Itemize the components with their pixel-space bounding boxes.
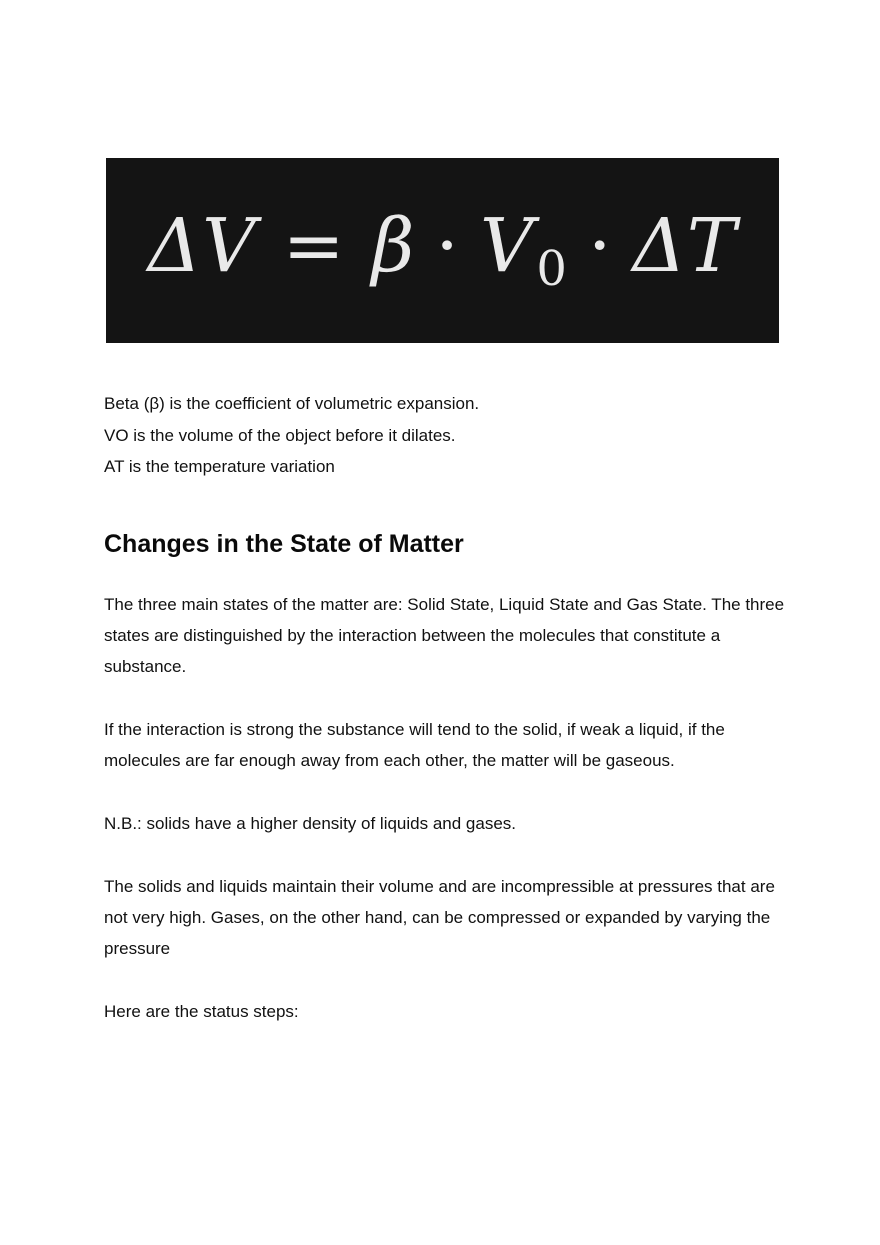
formula-definitions: [104, 388, 479, 483]
section-heading: Changes in the State of Matter: [104, 530, 464, 558]
definition-delta-t: AT is the temperature variation: [104, 457, 335, 476]
section-body: [104, 589, 794, 1059]
formula-image: [106, 158, 779, 343]
definition-beta: Beta (β) is the coefficient of volumetric expansion.: [104, 394, 480, 413]
v-subscript: 0: [536, 240, 568, 297]
volumetric-expansion-formula: [147, 202, 738, 297]
paragraph-interaction: If the interaction is strong the substance will tend to the solid, if weak a liquid, if the molecules are far enough away from each other, the matter will be gaseous.: [104, 720, 725, 771]
multiply-dot-2: ·: [587, 202, 613, 289]
v-symbol: V: [479, 202, 535, 289]
beta-symbol: β: [371, 202, 416, 289]
paragraph-compressibility: The solids and liquids maintain their volume and are incompressible at pressures that are not very high. Gases, on the other hand, can be compressed or expanded by varying the pressure: [104, 876, 775, 959]
equals-sign: =: [282, 202, 346, 289]
delta-v: ΔV: [147, 202, 257, 289]
paragraph-note: N.B.: solids have a higher density of liquids and gases.: [104, 814, 517, 834]
multiply-dot-1: ·: [435, 202, 460, 289]
delta-t: ΔT: [632, 202, 738, 289]
paragraph-states: The three main states of the matter are: Solid State, Liquid State and Gas State. The three states are distinguished by the interaction between the molecules that constitute a substance.: [104, 595, 785, 677]
definition-v0: VO is the volume of the object before it dilates.: [104, 425, 456, 445]
paragraph-status-steps: Here are the status steps:: [104, 1001, 299, 1021]
